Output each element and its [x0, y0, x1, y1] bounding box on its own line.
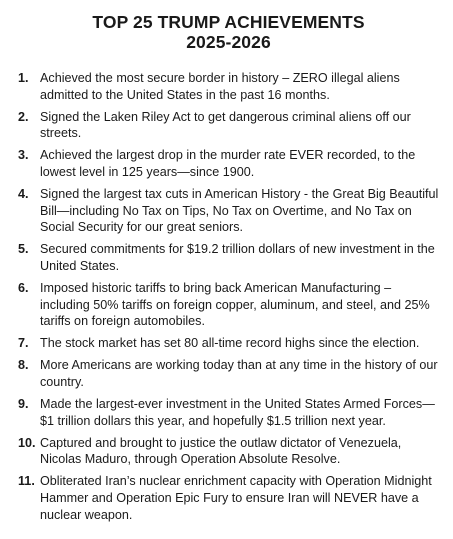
list-item	[18, 357, 439, 390]
item-text: Achieved the most secure border in history – ZERO illegal aliens admitted to the United States in the past 16 months.	[40, 71, 400, 102]
item-number: 3.	[18, 148, 29, 163]
item-text: Achieved the largest drop in the murder rate EVER recorded, to the lowest level in 125 years—since 1900.	[40, 148, 416, 179]
item-number: 1.	[18, 71, 29, 85]
list-item	[18, 335, 439, 352]
list-item	[18, 396, 439, 429]
item-number: 5.	[18, 242, 29, 257]
item-text: Signed the largest tax cuts in American History - the Great Big Beautiful Bill—including No Tax on Tips, No Tax on Overtime, and No Tax on Social Security for our great seniors.	[40, 187, 439, 235]
item-number: 8.	[18, 358, 29, 373]
list-item	[18, 435, 439, 468]
item-number: 9.	[18, 397, 29, 412]
item-text: Secured commitments for $19.2 trillion dollars of new investment in the United States.	[40, 242, 435, 273]
item-number: 11.	[18, 474, 35, 489]
item-text: More Americans are working today than at any time in the history of our country.	[40, 358, 438, 389]
item-number: 2.	[18, 109, 29, 124]
item-text: Made the largest-ever investment in the United States Armed Forces—$1 trillion dollars this year, and hopefully $1.5 trillion next year.	[40, 397, 435, 428]
document-header	[18, 12, 439, 52]
achievements-list	[18, 70, 439, 523]
item-number: 10.	[18, 435, 36, 450]
item-text: Imposed historic tariffs to bring back American Manufacturing – including 50% tariffs on foreign copper, aluminum, and steel, and 25% tariffs on foreign automobiles.	[40, 281, 430, 329]
list-item	[18, 109, 439, 142]
item-text: Obliterated Iran’s nuclear enrichment capacity with Operation Midnight Hammer and Operation Epic Fury to ensure Iran will NEVER have a nuclear weapon.	[40, 474, 432, 522]
list-item	[18, 147, 439, 180]
item-number: 7.	[18, 336, 29, 351]
item-text: The stock market has set 80 all-time record highs since the election.	[40, 336, 420, 351]
list-item	[18, 186, 439, 236]
item-text: Signed the Laken Riley Act to get dangerous criminal aliens off our streets.	[40, 109, 411, 141]
item-text: Captured and brought to justice the outlaw dictator of Venezuela, Nicolas Maduro, through Operation Absolute Resolve.	[40, 435, 402, 467]
list-item	[18, 280, 439, 330]
item-number: 4.	[18, 187, 29, 202]
document-title: TOP 25 TRUMP ACHIEVEMENTS	[92, 12, 365, 32]
list-item	[18, 70, 439, 103]
item-number: 6.	[18, 281, 29, 296]
document-subtitle-years: 2025-2026	[186, 32, 271, 52]
list-item	[18, 473, 439, 523]
list-item	[18, 241, 439, 274]
